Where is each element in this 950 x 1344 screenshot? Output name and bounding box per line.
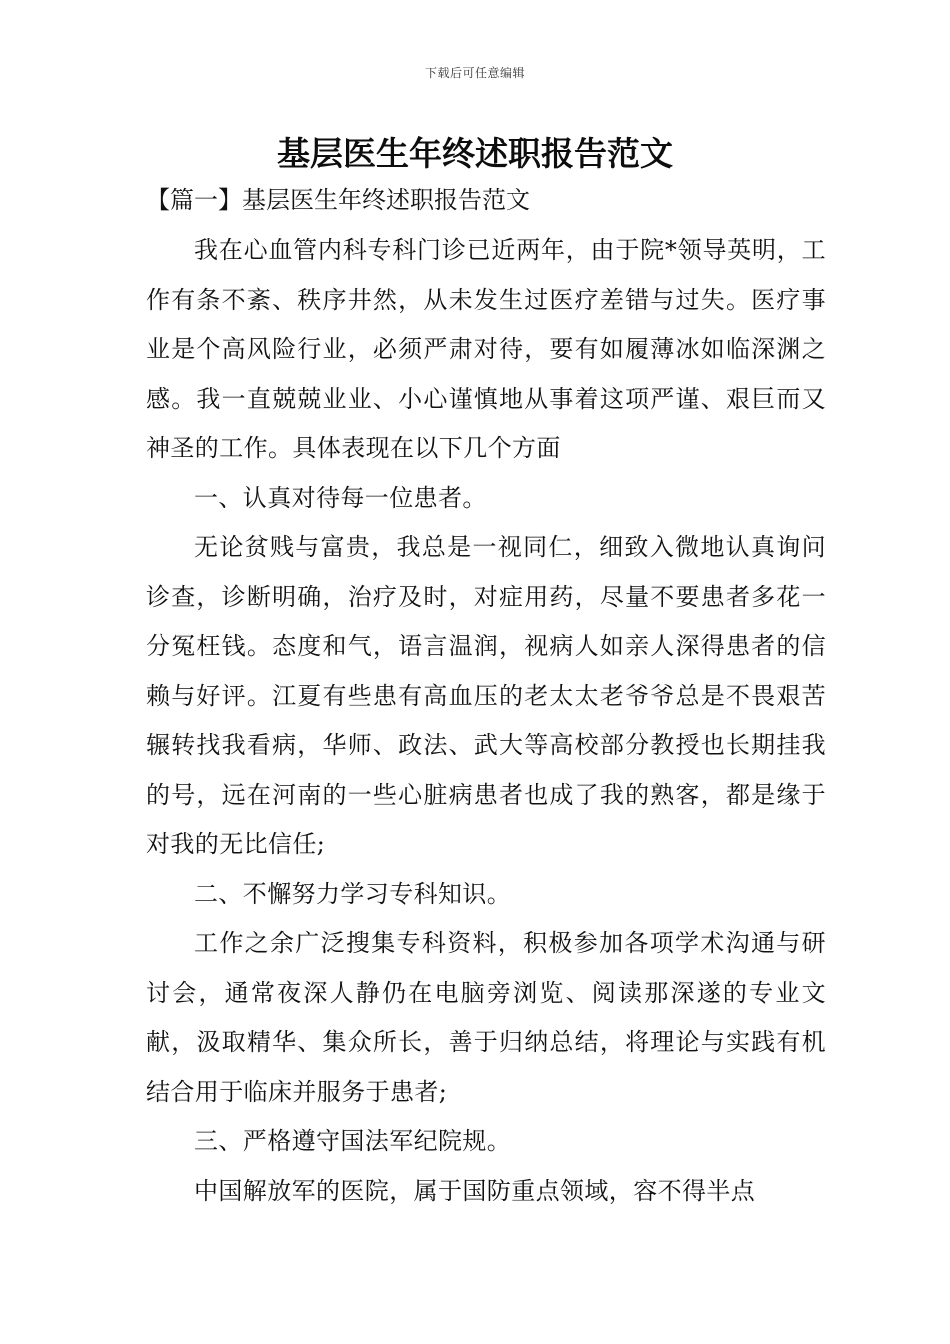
paragraph: 一、认真对待每一位患者。 — [194, 483, 487, 512]
section-subtitle: 【篇一】基层医生年终述职报告范文 — [146, 186, 530, 214]
body-text — [146, 226, 826, 1216]
header-note: 下载后可任意编辑 — [424, 66, 525, 80]
paragraph: 工作之余广泛搜集专科资料，积极参加各项学术沟通与研讨会，通常夜深人静仍在电脑旁浏览、阅读那深遂的专业文献，汲取精华、集众所长，善于归纳总结，将理论与实践有机结合用于临床并服务于患者; — [146, 929, 826, 1106]
paragraph: 无论贫贱与富贵，我总是一视同仁，细致入微地认真询问诊查，诊断明确，治疗及时，对症用药，尽量不要患者多花一分冤枉钱。态度和气，语言温润，视病人如亲人深得患者的信赖与好评。江夏有些患有高血压的老太太老爷爷总是不畏艰苦辗转找我看病，华师、政法、武大等高校部分教授也长期挂我的号，远在河南的一些心脏病患者也成了我的熟客，都是缘于对我的无比信任; — [146, 533, 826, 858]
paragraph: 我在心血管内科专科门诊已近两年，由于院*领导英明，工作有条不紊、秩序井然，从未发生过医疗差错与过失。医疗事业是个高风险行业，必须严肃对待，要有如履薄冰如临深渊之感。我一直兢兢业业、小心谨慎地从事着这项严谨、艰巨而又神圣的工作。具体表现在以下几个方面 — [146, 236, 826, 462]
document-title: 基层医生年终述职报告范文 — [277, 134, 673, 173]
paragraph: 三、严格遵守国法军纪院规。 — [194, 1127, 512, 1155]
paragraph: 中国解放军的医院，属于国防重点领域，容不得半点 — [194, 1176, 756, 1205]
paragraph: 二、不懈努力学习专科知识。 — [194, 879, 512, 908]
